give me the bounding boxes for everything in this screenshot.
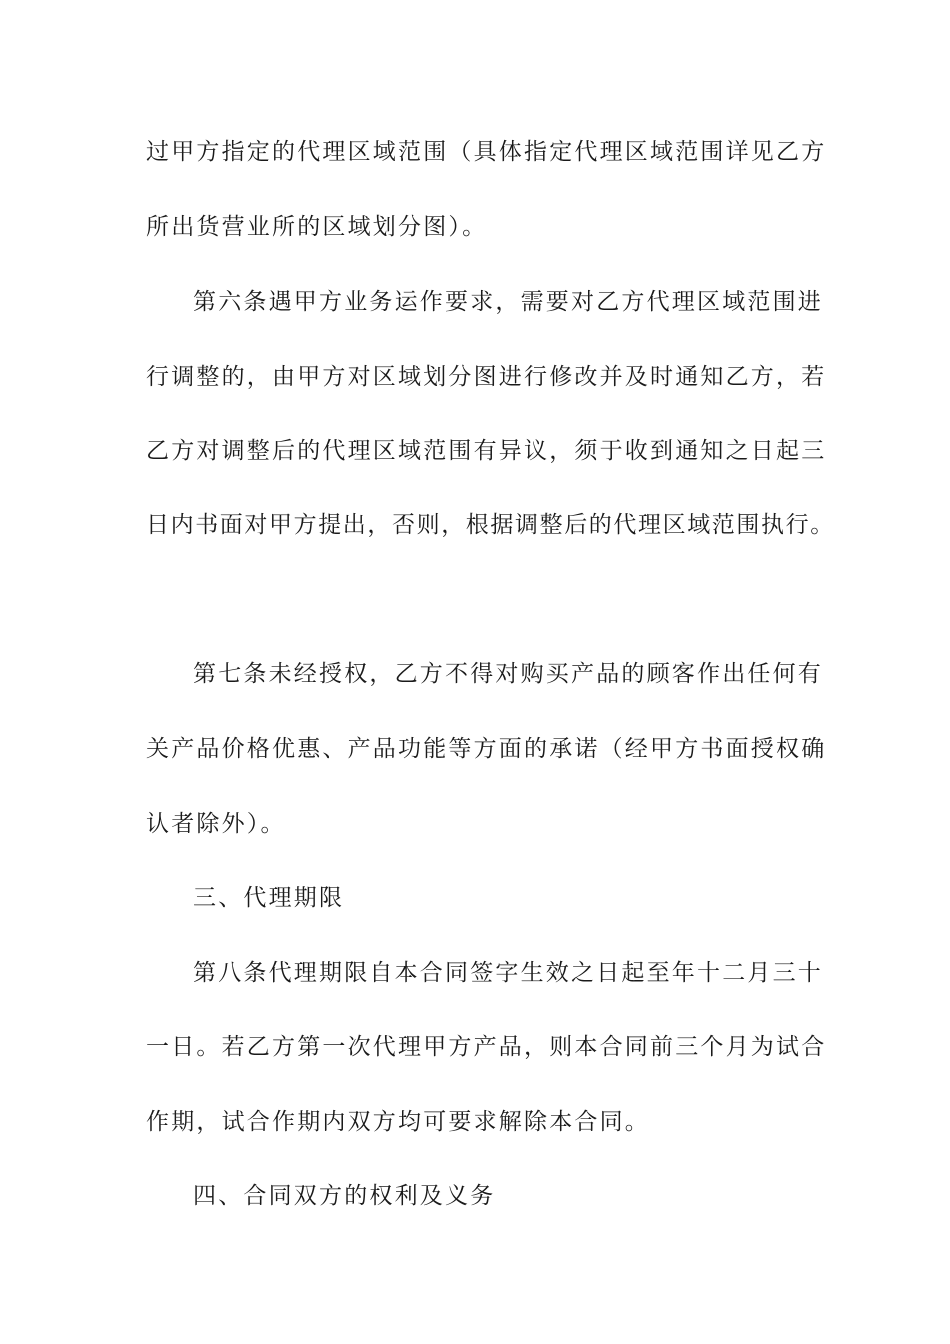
article-8-line-2: 一日。若乙方第一次代理甲方产品，则本合同前三个月为试合 xyxy=(146,1034,827,1060)
article-7-line-3: 认者除外）。 xyxy=(146,811,286,837)
text-line-2: 所出货营业所的区域划分图）。 xyxy=(146,214,488,240)
article-8-line-3: 作期，试合作期内双方均可要求解除本合同。 xyxy=(146,1109,650,1135)
article-7-line-2: 关产品价格优惠、产品功能等方面的承诺（经甲方书面授权确 xyxy=(146,736,827,762)
text-line-1: 过甲方指定的代理区域范围（具体指定代理区域范围详见乙方 xyxy=(146,139,827,165)
article-6-line-2: 行调整的，由甲方对区域划分图进行修改并及时通知乙方，若 xyxy=(146,364,827,390)
article-6-line-1: 第六条遇甲方业务运作要求，需要对乙方代理区域范围进 xyxy=(193,289,823,315)
article-6-line-4: 日内书面对甲方提出，否则，根据调整后的代理区域范围执行。 xyxy=(146,512,835,538)
section-3-heading: 三、代理期限 xyxy=(193,885,345,911)
article-7-line-1: 第七条未经授权，乙方不得对购买产品的顾客作出任何有 xyxy=(193,661,823,687)
article-6-line-3: 乙方对调整后的代理区域范围有异议，须于收到通知之日起三 xyxy=(146,438,827,464)
section-4-heading: 四、合同双方的权利及义务 xyxy=(193,1183,496,1209)
article-8-line-1: 第八条代理期限自本合同签字生效之日起至年十二月三十 xyxy=(193,960,823,986)
